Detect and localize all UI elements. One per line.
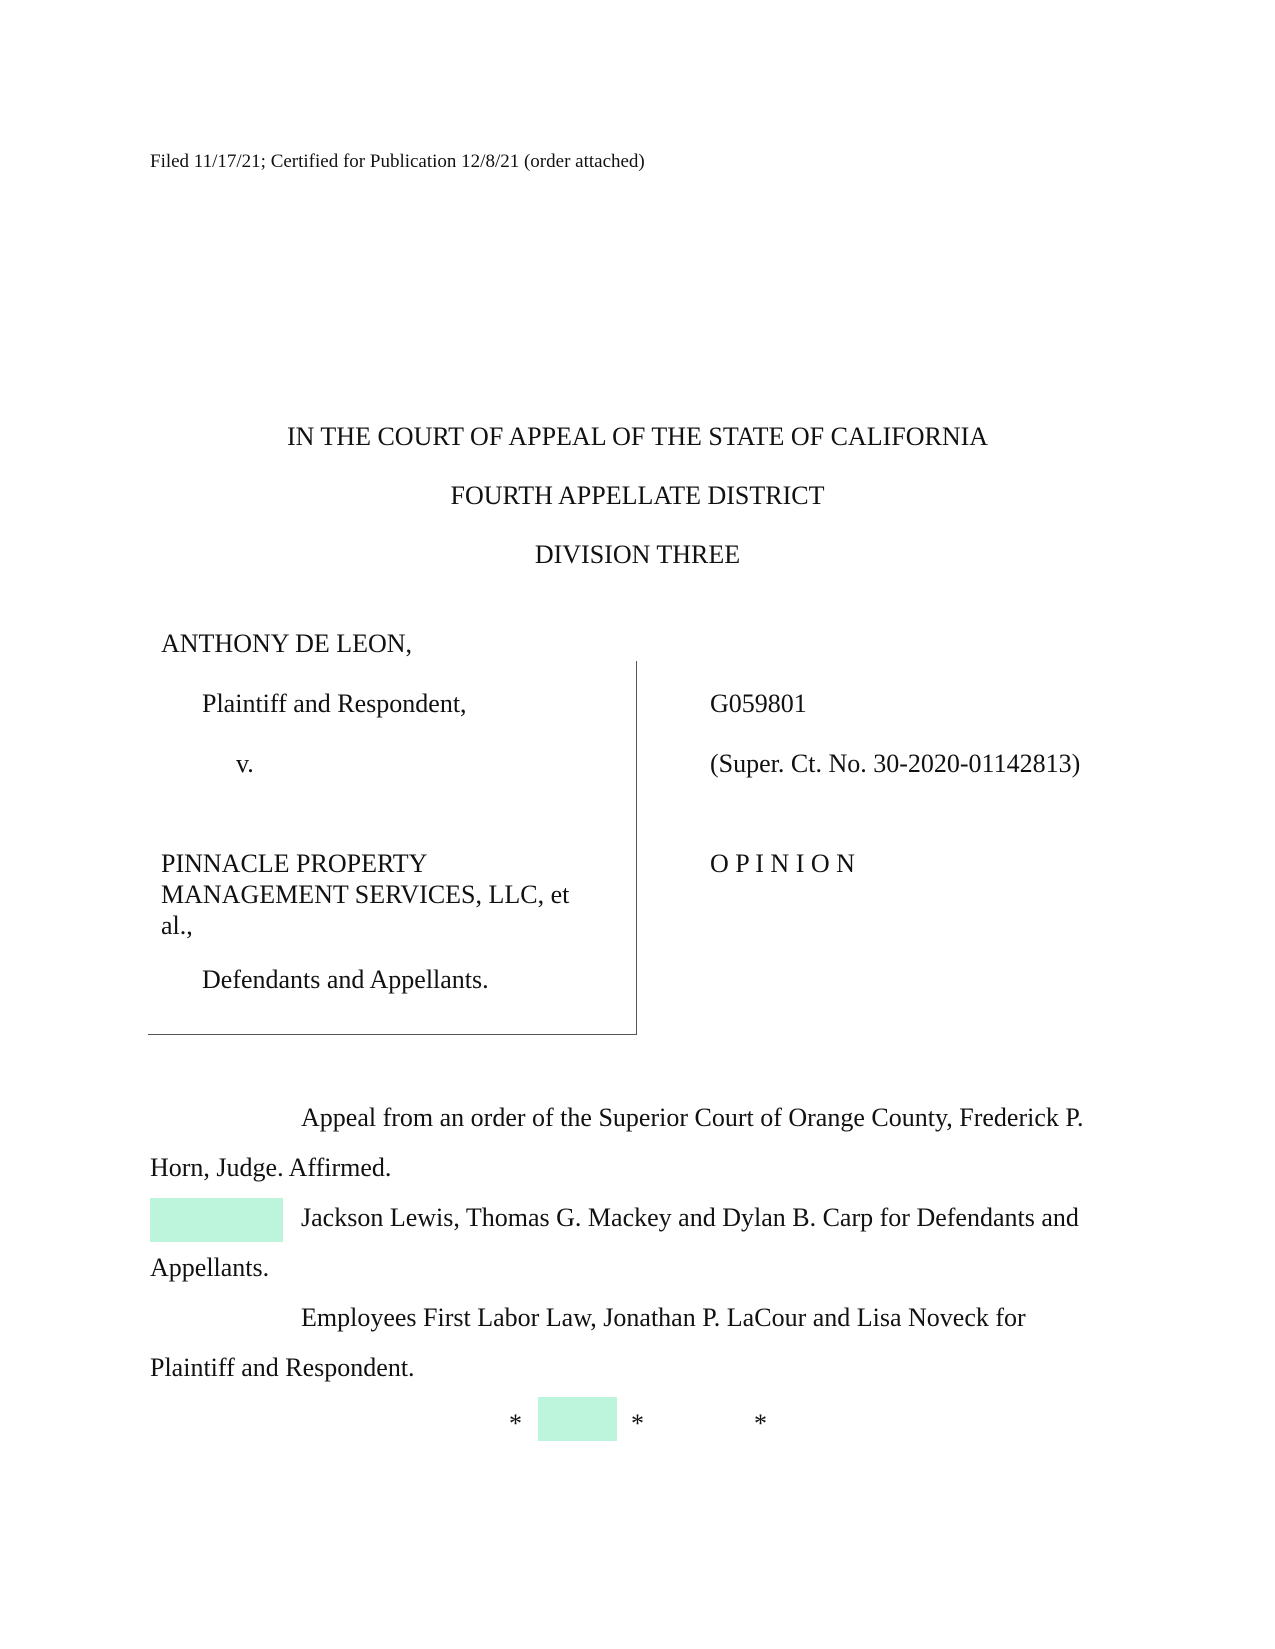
superior-court-number: (Super. Ct. No. 30-2020-01142813) [710, 749, 1081, 778]
highlight-mark [150, 1198, 283, 1242]
plaintiff-name: ANTHONY DE LEON, [161, 629, 413, 658]
appellate-district: FOURTH APPELLATE DISTRICT [450, 481, 825, 510]
counsel-defendants-line2: Appellants. [150, 1253, 270, 1282]
counsel-defendants-line1: Jackson Lewis, Thomas G. Mackey and Dylan B. Carp for Defendants and [301, 1203, 1079, 1232]
separator-highlight [538, 1397, 617, 1441]
plaintiff-role: Plaintiff and Respondent, [202, 689, 467, 718]
division: DIVISION THREE [534, 540, 741, 569]
counsel-plaintiff-line1: Employees First Labor Law, Jonathan P. LaCour and Lisa Noveck for [301, 1303, 1026, 1332]
versus: v. [236, 749, 254, 778]
separator-star-2: * [631, 1409, 644, 1438]
counsel-plaintiff-line2: Plaintiff and Respondent. [150, 1353, 415, 1382]
defendant-name: PINNACLE PROPERTY MANAGEMENT SERVICES, LLC, et al., [161, 849, 570, 940]
court-title: IN THE COURT OF APPEAL OF THE STATE OF CALIFORNIA [286, 422, 989, 451]
separator-star-3: * [754, 1409, 767, 1438]
appeal-paragraph-line2: Horn, Judge. Affirmed. [150, 1153, 392, 1182]
case-number: G059801 [710, 689, 807, 718]
defendant-role: Defendants and Appellants. [202, 965, 489, 994]
filed-line: Filed 11/17/21; Certified for Publication 12/8/21 (order attached) [150, 151, 645, 172]
appeal-paragraph-line1: Appeal from an order of the Superior Court of Orange County, Frederick P. [301, 1103, 1084, 1132]
separator-star-1: * [509, 1409, 522, 1438]
document-type: O P I N I O N [710, 849, 855, 878]
